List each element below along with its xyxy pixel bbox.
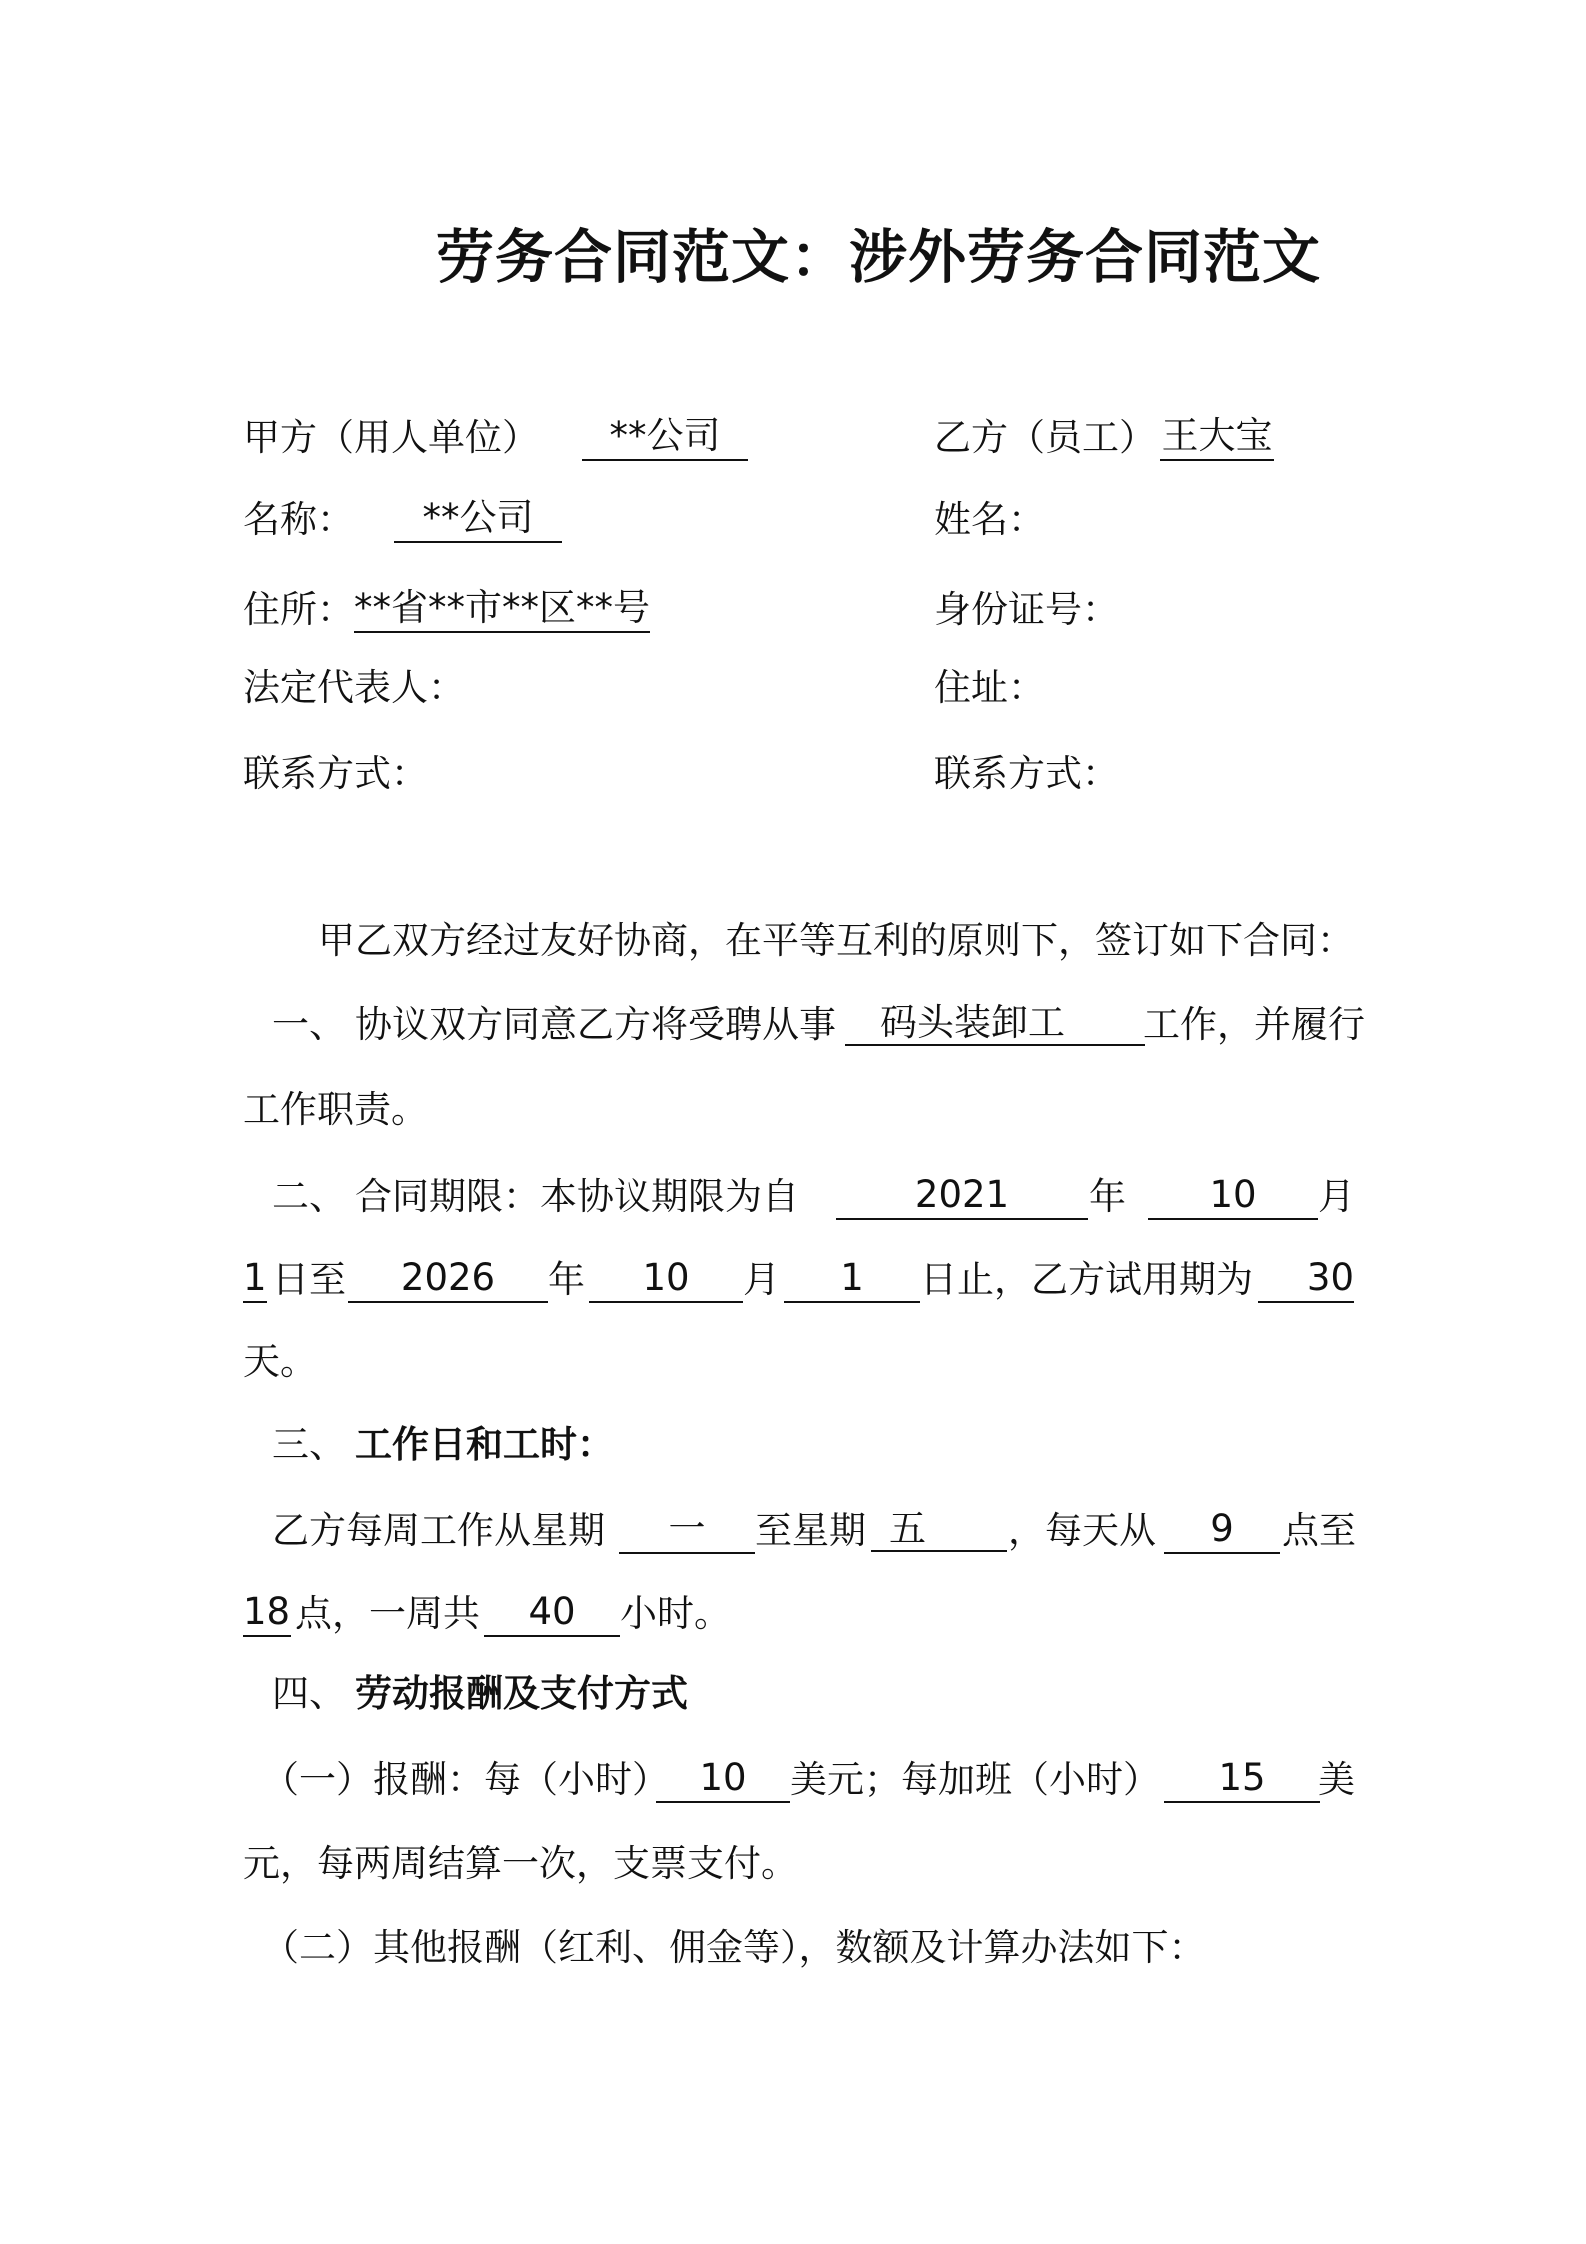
hour-to-label: 点至 [1282, 1509, 1356, 1552]
end-month-value: 10 [589, 1255, 743, 1303]
end-year-label: 年 [548, 1258, 585, 1301]
clause-1-number: 一、 [272, 1003, 346, 1046]
party-a-label: 甲方（用人单位） [243, 416, 539, 459]
weekly-hours-value: 40 [484, 1589, 620, 1637]
start-month-label: 月 [1318, 1175, 1355, 1218]
clause-4-sub2: （二）其他报酬（红利、佣金等），数额及计算办法如下： [262, 1926, 1206, 1969]
clause-3-heading: 工作日和工时： [355, 1423, 614, 1466]
clause-2-text-a: 合同期限：本协议期限为自 [355, 1175, 799, 1218]
overtime-rate-value: 15 [1164, 1755, 1320, 1803]
clause-4-number: 四、 [272, 1672, 346, 1715]
clause-1-text-c: 工作职责。 [243, 1088, 428, 1131]
party-b-contact-label: 联系方式： [934, 752, 1119, 795]
party-b-address-label: 住址： [934, 666, 1045, 709]
party-a-name-label: 名称： [243, 498, 354, 541]
party-a-contact-label: 联系方式： [243, 752, 428, 795]
intro-paragraph: 甲乙双方经过友好协商，在平等互利的原则下，签订如下合同： [318, 919, 1354, 962]
clause-3-number: 三、 [272, 1423, 346, 1466]
workday-from-value: 一 [619, 1506, 755, 1554]
party-a-name-value: **公司 [394, 495, 562, 543]
start-year-label: 年 [1089, 1175, 1126, 1218]
hourly-rate-value: 10 [656, 1755, 790, 1803]
clause-3-text-b: ，每天从 [1008, 1509, 1156, 1552]
workday-to-value: 五 [871, 1506, 1007, 1552]
party-a-address-label: 住所： [243, 588, 354, 631]
probation-days-label: 天。 [243, 1340, 317, 1383]
end-day-value: 1 [784, 1255, 920, 1303]
party-b-id-label: 身份证号： [934, 588, 1119, 631]
end-day-label: 日止，乙方试用期为 [920, 1258, 1253, 1301]
clause-4-text-b: 美 [1318, 1758, 1355, 1801]
start-year-value: 2021 [836, 1172, 1088, 1220]
start-day-value: 1 [243, 1255, 267, 1303]
party-a-value: **公司 [582, 413, 748, 461]
party-b-value: 王大宝 [1160, 413, 1274, 461]
document-title: 劳务合同范文：涉外劳务合同范文 [436, 223, 1322, 291]
clause-4-sub1-label: （一）报酬：每（小时） [262, 1758, 669, 1801]
party-b-name-label: 姓名： [934, 498, 1045, 541]
probation-days-value: 30 [1258, 1255, 1354, 1303]
party-a-legal-rep-label: 法定代表人： [243, 666, 465, 709]
start-month-value: 10 [1148, 1172, 1318, 1220]
workday-to-label: 至星期 [755, 1509, 866, 1552]
party-a-address-value: **省**市**区**号 [354, 585, 650, 633]
start-day-to-label: 日至 [272, 1258, 346, 1301]
start-hour-value: 9 [1164, 1506, 1280, 1554]
clause-1-job-value: 码头装卸工 [845, 1000, 1145, 1046]
end-year-value: 2026 [348, 1255, 548, 1303]
clause-3-text-d: 小时。 [620, 1592, 731, 1635]
clause-4-text-c: 元，每两周结算一次，支票支付。 [243, 1842, 798, 1885]
clause-3-text-c: 点，一周共 [295, 1592, 480, 1635]
end-month-label: 月 [743, 1258, 780, 1301]
clause-4-heading: 劳动报酬及支付方式 [355, 1672, 688, 1715]
clause-1-text-a: 协议双方同意乙方将受聘从事 [355, 1003, 836, 1046]
clause-2-number: 二、 [272, 1175, 346, 1218]
clause-1-text-b: 工作，并履行 [1143, 1003, 1365, 1046]
end-hour-value: 18 [243, 1589, 291, 1637]
party-b-label: 乙方（员工） [934, 416, 1156, 459]
clause-4-text-a: 美元；每加班（小时） [790, 1758, 1160, 1801]
clause-3-text-a: 乙方每周工作从星期 [272, 1509, 605, 1552]
